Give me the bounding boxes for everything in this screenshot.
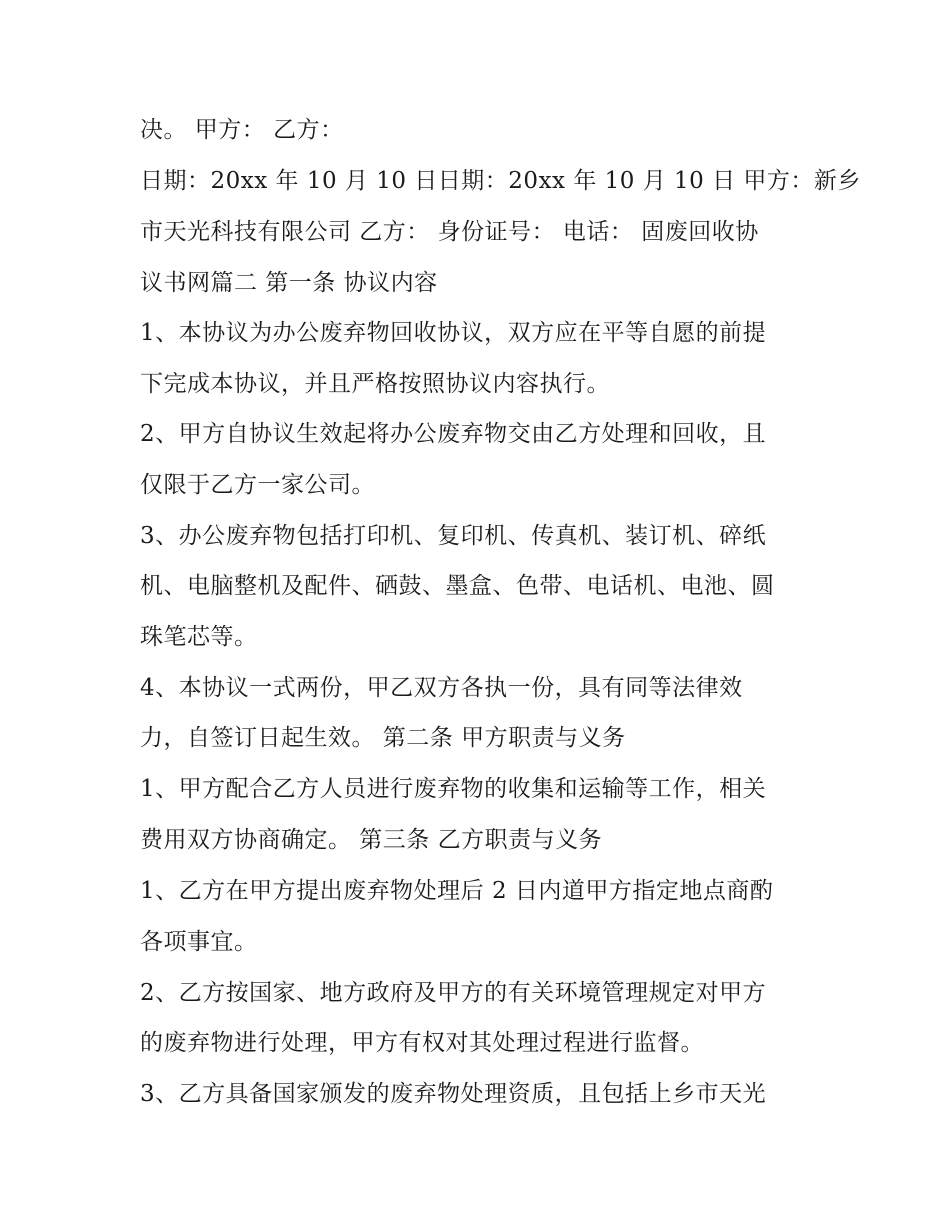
text-line: 各项事宜。: [140, 929, 258, 955]
text-line: 1、本协议为办公废弃物回收协议，双方应在平等自愿的前提: [140, 320, 767, 346]
text-line: 2、甲方自协议生效起将办公废弃物交由乙方处理和回收，且: [140, 421, 767, 447]
text-line: 决。 甲方： 乙方：: [140, 117, 344, 143]
text-line: 市天光科技有限公司 乙方： 身份证号： 电话： 固废回收协: [140, 219, 759, 245]
text-line: 2、乙方按国家、地方政府及甲方的有关环境管理规定对甲方: [140, 980, 767, 1006]
text-line: 4、本协议一式两份，甲乙双方各执一份，具有同等法律效: [140, 675, 743, 701]
text-line: 1、乙方在甲方提出废弃物处理后 2 日内道甲方指定地点商酌: [140, 878, 774, 904]
text-line: 3、乙方具备国家颁发的废弃物处理资质，且包括上乡市天光: [140, 1081, 767, 1107]
text-line: 珠笔芯等。: [140, 624, 258, 650]
text-line: 议书网篇二 第一条 协议内容: [140, 270, 438, 296]
document-page: [140, 0, 861, 1229]
text-line: 力，自签订日起生效。 第二条 甲方职责与义务: [140, 725, 626, 751]
text-line: 下完成本协议，并且严格按照协议内容执行。: [140, 371, 610, 397]
text-line: 3、办公废弃物包括打印机、复印机、传真机、装订机、碎纸: [140, 523, 767, 549]
text-line: 的废弃物进行处理，甲方有权对其处理过程进行监督。: [140, 1030, 704, 1056]
text-line: 机、电脑整机及配件、硒鼓、墨盒、色带、电话机、电池、圆: [140, 573, 775, 599]
text-line: 费用双方协商确定。 第三条 乙方职责与义务: [140, 827, 603, 853]
text-line: 仅限于乙方一家公司。: [140, 472, 375, 498]
text-line: 1、甲方配合乙方人员进行废弃物的收集和运输等工作，相关: [140, 776, 767, 802]
text-line: 日期：20xx 年 10 月 10 日日期：20xx 年 10 月 10 日 甲方：新乡: [140, 168, 861, 194]
